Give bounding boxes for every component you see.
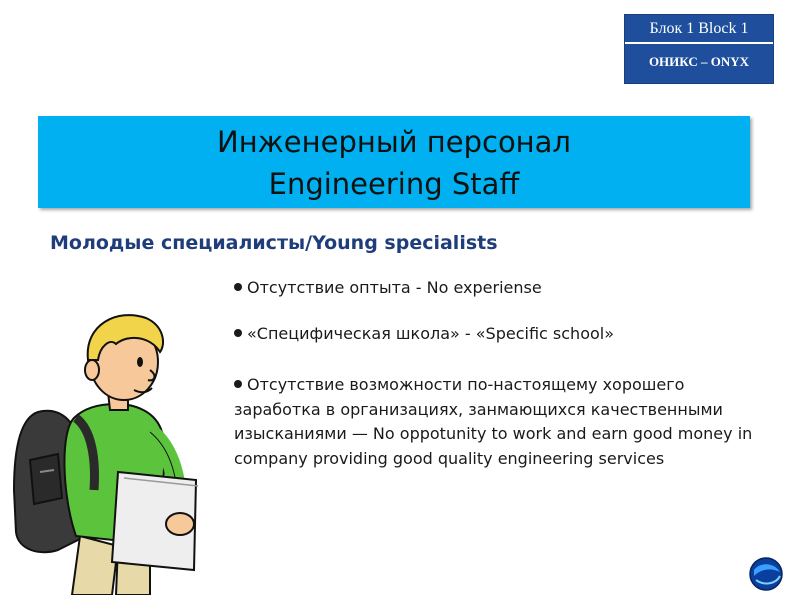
title-bar xyxy=(38,116,750,208)
title-en: Engineering Staff xyxy=(268,167,520,201)
bullet-item-1 xyxy=(234,276,754,301)
globe-logo-icon xyxy=(748,556,784,592)
bullet-item-3 xyxy=(234,373,754,471)
bullet-dot-icon xyxy=(234,283,242,291)
title-ru: Инженерный персонал xyxy=(217,125,571,159)
bullet-text-2: «Специфическая школа» - «Specific school» xyxy=(247,324,614,343)
bullet-dot-icon xyxy=(234,380,242,388)
block-tag xyxy=(624,14,774,84)
block-label: Блок 1 Block 1 xyxy=(649,20,749,37)
block-divider xyxy=(625,42,773,44)
bullet-dot-icon xyxy=(234,329,242,337)
bullet-item-2 xyxy=(234,322,754,347)
section-subtitle: Молодые специалисты/Young specialists xyxy=(50,232,498,254)
block-org: ОНИКС – ONYX xyxy=(648,54,750,69)
bullet-text-1: Отсутствие оптыта - No experiense xyxy=(247,278,542,297)
student-with-backpack-illustration xyxy=(0,300,232,595)
bullet-text-3: Отсутствие возможности по-настоящему хорошего заработка в организациях, занмающихся качественными изысканиями — No oppotunity to work and earn good money in company providing good quality engineering services xyxy=(234,375,753,468)
